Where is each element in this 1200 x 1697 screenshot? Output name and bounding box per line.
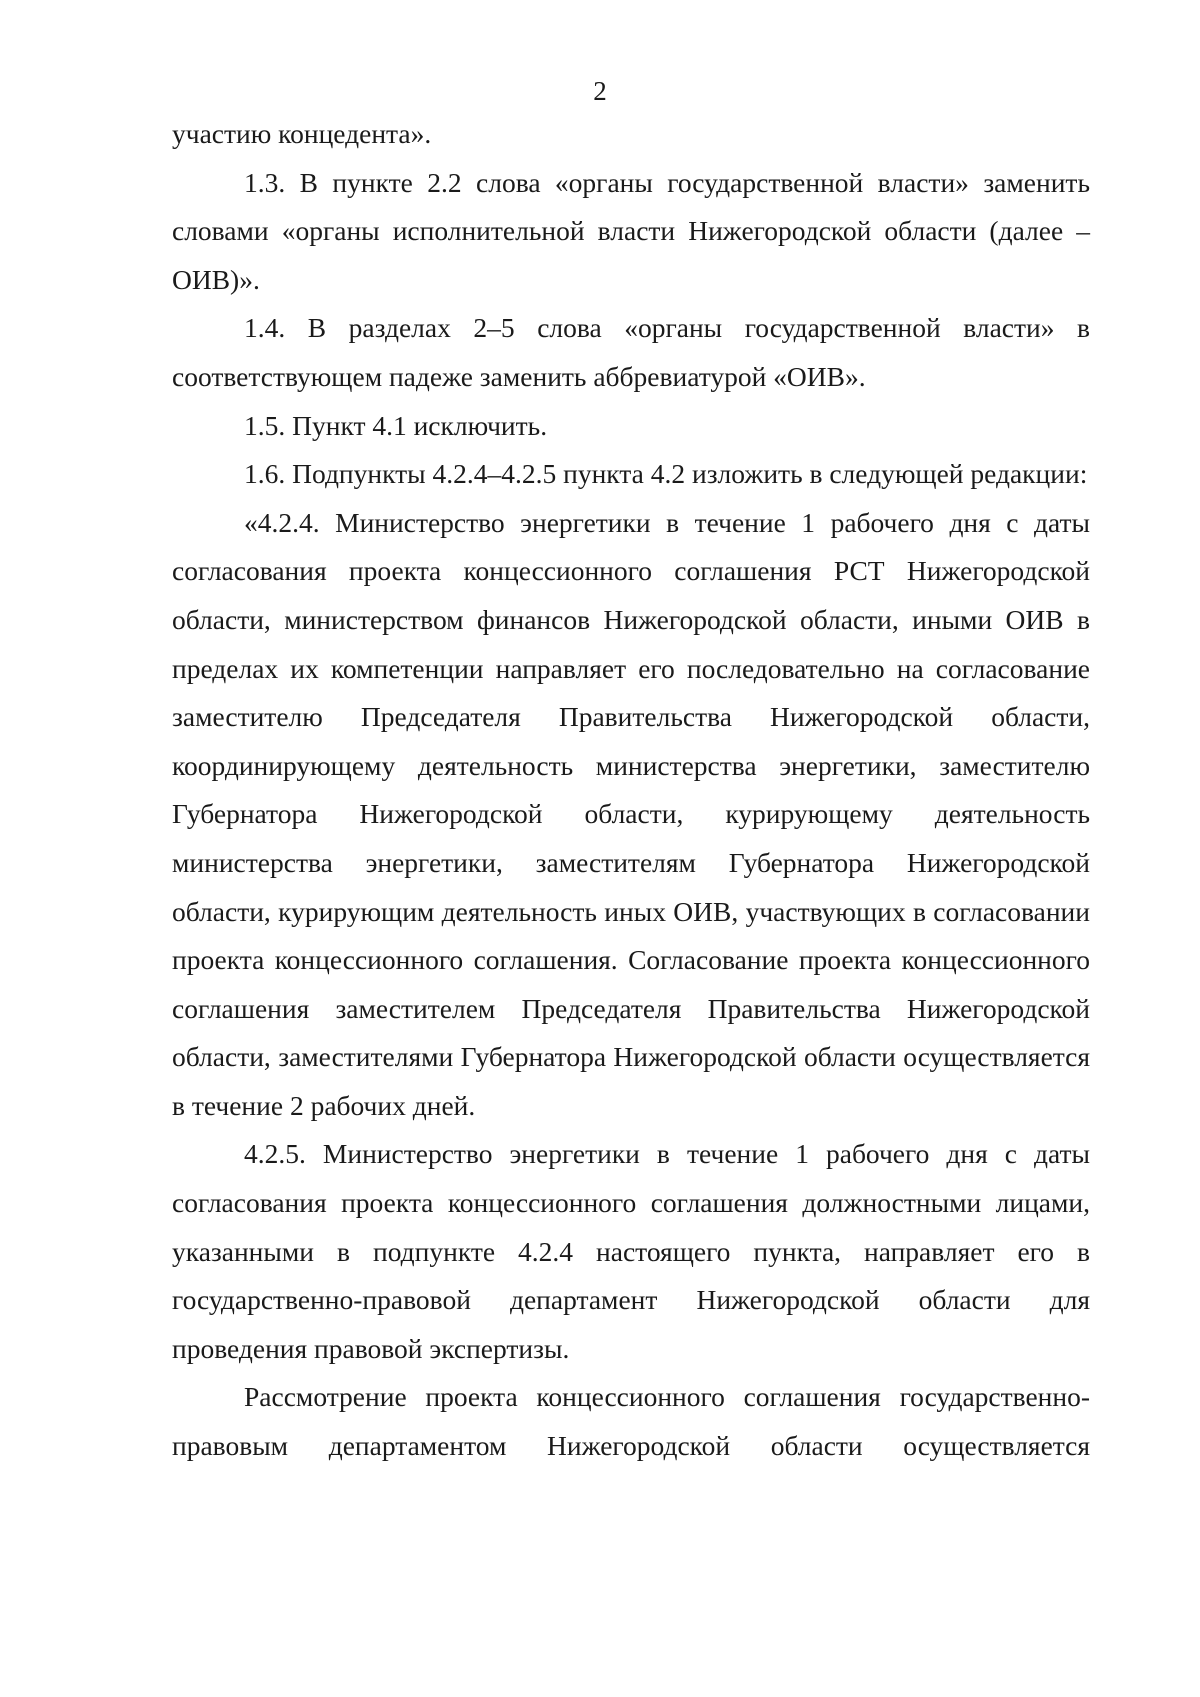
paragraph-subitem-4-2-4: «4.2.4. Министерство энергетики в течение 1 рабочего дня с даты согласования проекта концессионного соглашения РСТ Нижегородской области, министерством финансов Нижегородской области, иными ОИВ в пределах их компетенции направляет его последовательно на согласование заместителю Председателя Правительства Нижегородской области, координирующему деятельность министерства энергетики, заместителю Губернатора Нижегородской области, курирующему деятельность министерства энергетики, заместителям Губернатора Нижегородской области, курирующим деятельность иных ОИВ, участвующих в согласовании проекта концессионного соглашения. Согласование проекта концессионного соглашения заместителем Председателя Правительства Нижегородской области, заместителями Губернатора Нижегородской области осуществляется в течение 2 рабочих дней.: [172, 506, 1090, 1121]
paragraph-continuation: участию концедента».: [172, 118, 432, 149]
paragraph-subitem-4-2-5: 4.2.5. Министерство энергетики в течение 1 рабочего дня с даты согласования проекта концессионного соглашения должностными лицами, указанными в подпункте 4.2.4 настоящего пункта, направляет его в государственно-правовой департамент Нижегородской области для проведения правовой экспертизы.: [172, 1138, 1090, 1364]
paragraph-item-1-6: 1.6. Подпункты 4.2.4–4.2.5 пункта 4.2 изложить в следующей редакции:: [244, 458, 1088, 490]
paragraph-review: Рассмотрение проекта концессионного соглашения государственно-правовым департаментом Нижегородской области осуществляется: [172, 1381, 1090, 1462]
paragraph-item-1-3: 1.3. В пункте 2.2 слова «органы государственной власти» заменить словами «органы исполнительной власти Нижегородской области (далее – ОИВ)».: [172, 166, 1090, 295]
paragraph-item-1-5: 1.5. Пункт 4.1 исключить.: [244, 409, 548, 441]
page-number: 2: [593, 76, 607, 106]
paragraph-item-1-4: 1.4. В разделах 2–5 слова «органы государственной власти» в соответствующем падеже заменить аббревиатурой «ОИВ».: [172, 312, 1090, 392]
document-body: [172, 110, 1090, 1471]
